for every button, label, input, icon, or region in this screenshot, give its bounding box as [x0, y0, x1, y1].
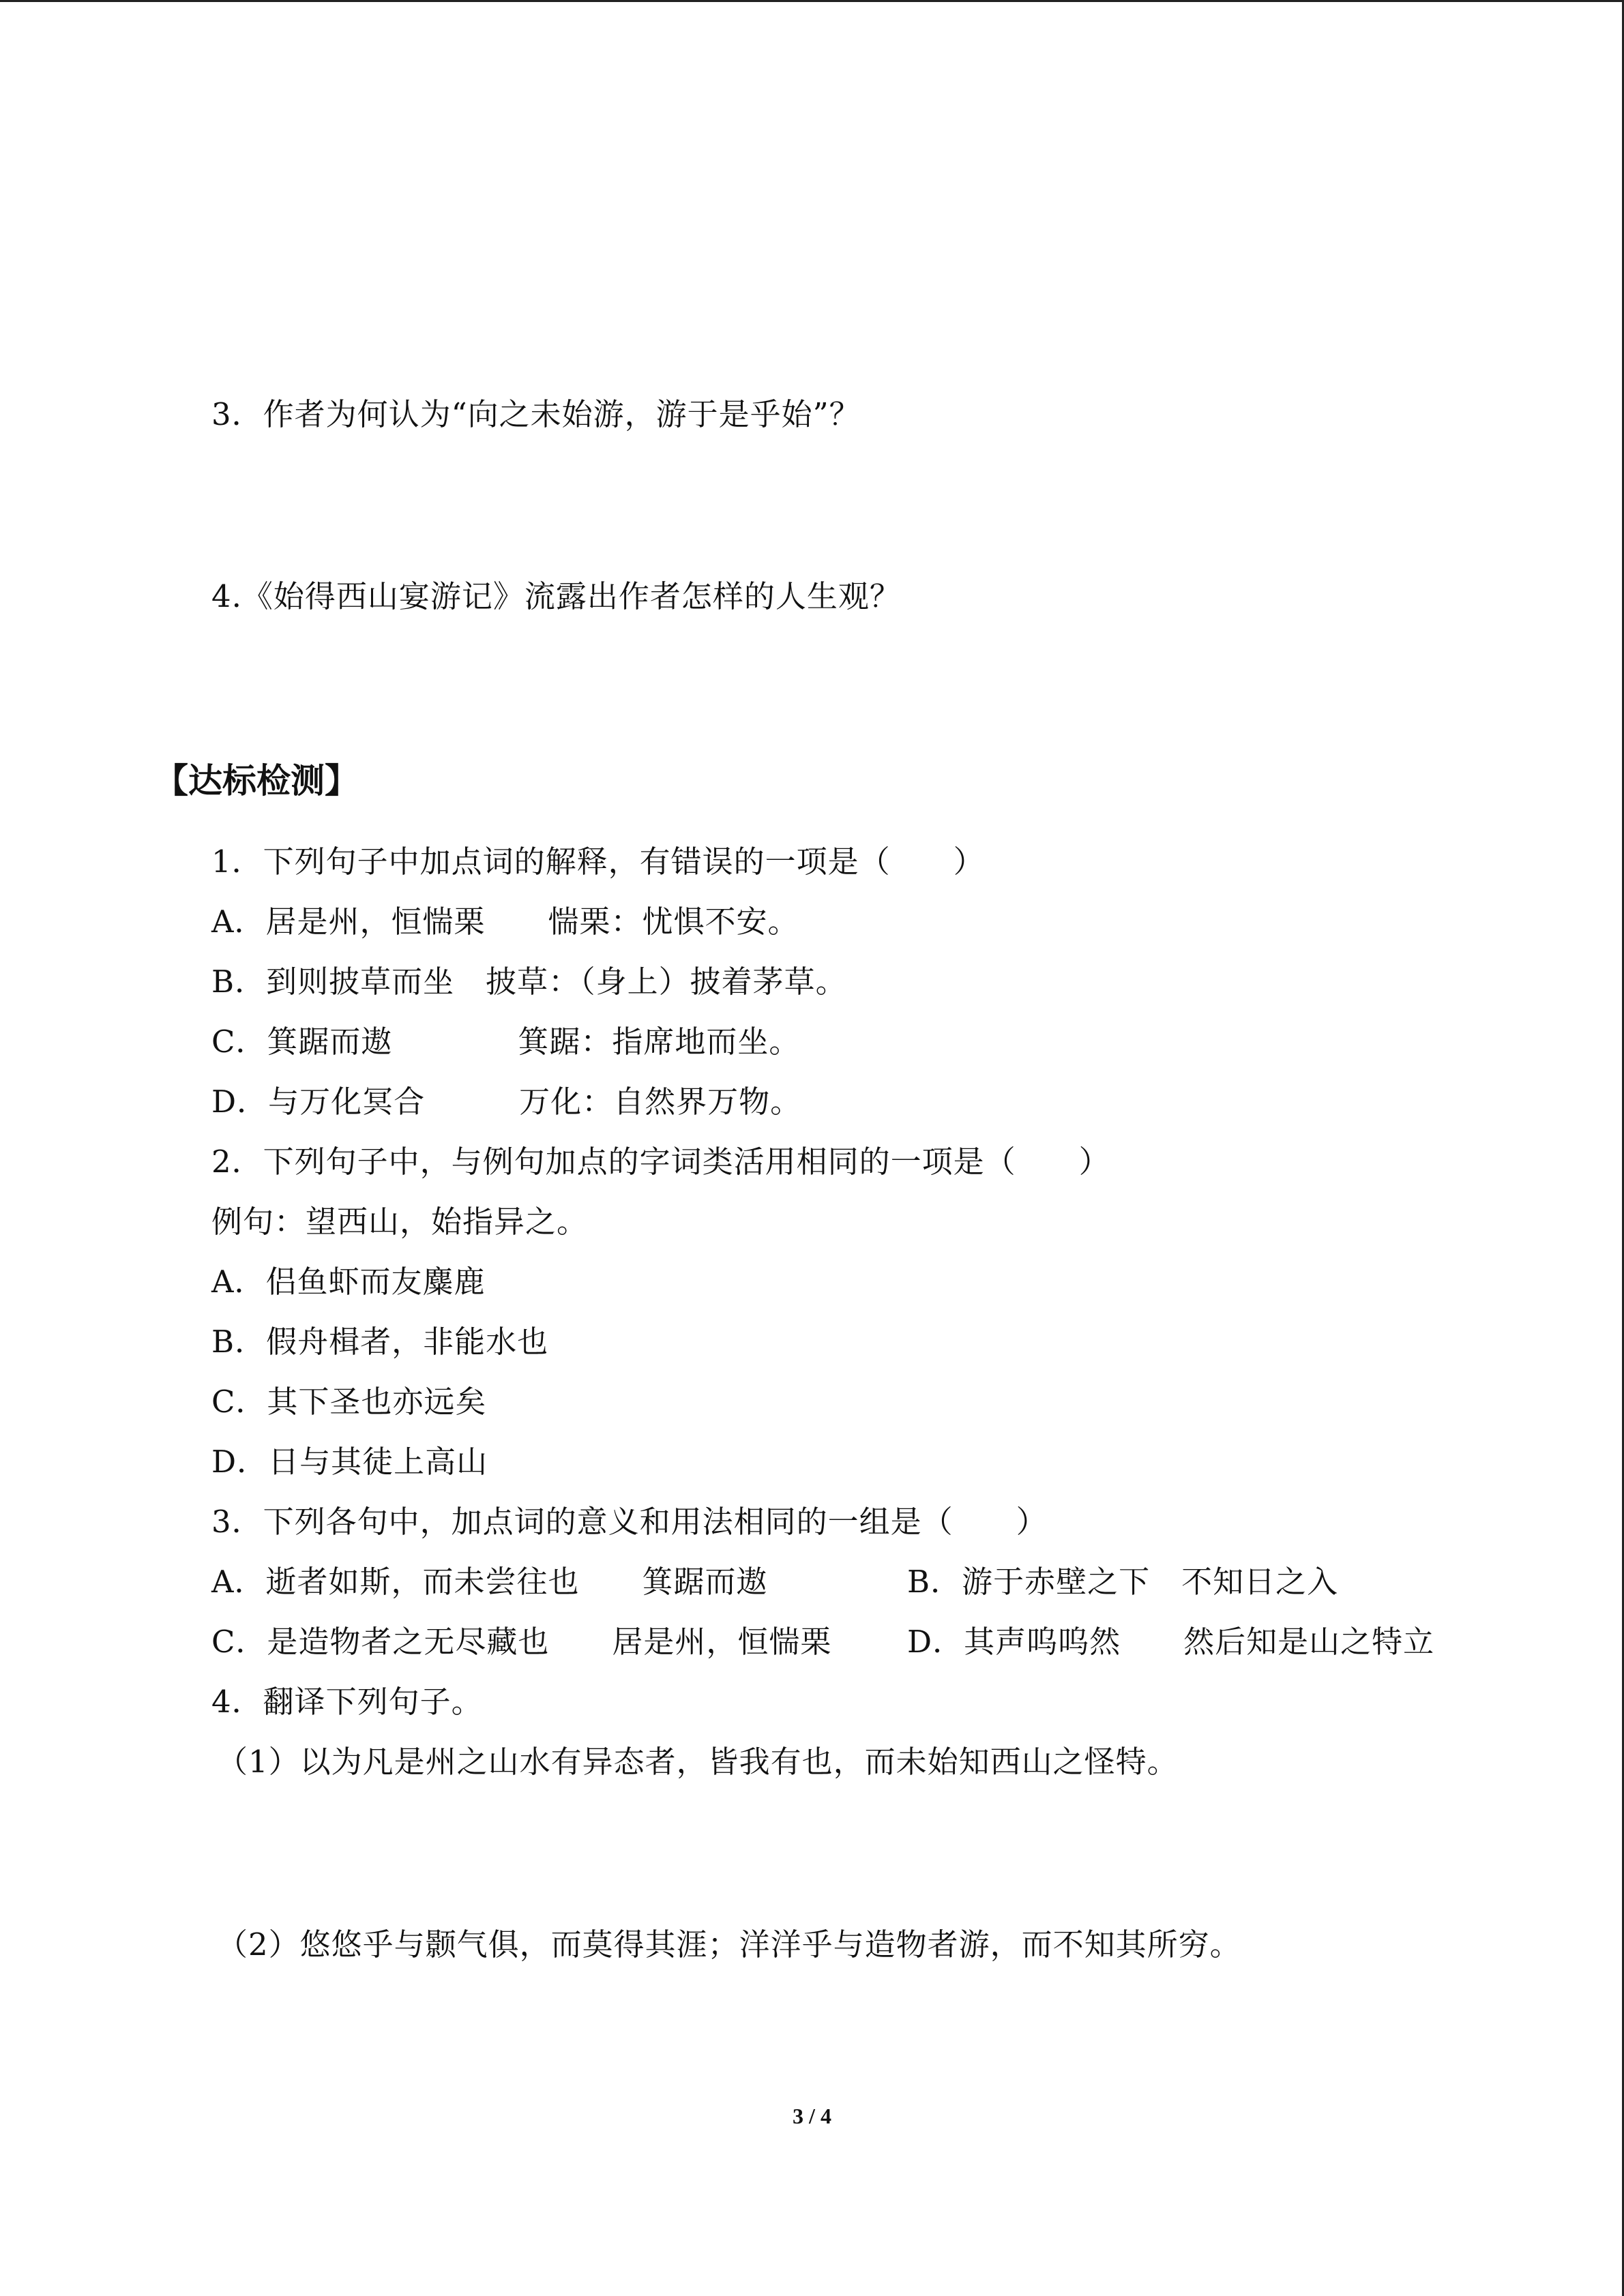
- test-q1-option-b: B．到则披草而坐 披草：（身上）披着茅草。: [211, 964, 847, 1000]
- test-q1-option-c: C．箕踞而遨 箕踞：指席地而坐。: [211, 1024, 801, 1060]
- test-q3-option-d: D．其声呜呜然 然后知是山之特立: [907, 1624, 1435, 1660]
- test-q3-option-b: B．游于赤壁之下 不知日之入: [907, 1564, 1339, 1600]
- test-q3-option-c: C．是造物者之无尽藏也 居是州，恒惴栗: [211, 1624, 832, 1660]
- question-3-prev: 3．作者为何认为“向之未始游，游于是乎始”？: [211, 396, 861, 432]
- test-q4-sub-1: （1）以为凡是州之山水有异态者，皆我有也，而未始知西山之怪特。: [217, 1744, 1179, 1780]
- test-q4-stem: 4．翻译下列句子。: [211, 1684, 483, 1720]
- test-q1-option-d: D．与万化冥合 万化：自然界万物。: [211, 1084, 802, 1120]
- test-q2-example: 例句：望西山，始指异之。: [211, 1204, 589, 1240]
- question-4-prev: 4.《始得西山宴游记》流露出作者怎样的人生观？: [211, 578, 901, 614]
- test-q4-sub-2: （2）悠悠乎与颢气俱，而莫得其涯；洋洋乎与造物者游，而不知其所穷。: [217, 1926, 1241, 1963]
- test-q3-stem: 3．下列各句中，加点词的意义和用法相同的一组是（ ）: [211, 1504, 1048, 1540]
- test-q2-option-a: A．侣鱼虾而友麋鹿: [211, 1264, 486, 1300]
- test-q2-option-b: B．假舟楫者，非能水也: [211, 1324, 549, 1360]
- test-q2-option-c: C．其下圣也亦远矣: [211, 1384, 487, 1420]
- page-number: 3 / 4: [793, 2104, 831, 2128]
- section-title: 【达标检测】: [154, 761, 359, 801]
- page-top-border: [0, 0, 1624, 2]
- test-q1-option-a: A．居是州，恒惴栗 惴栗：忧惧不安。: [211, 904, 799, 940]
- test-q2-stem: 2．下列句子中，与例句加点的字词类活用相同的一项是（ ）: [211, 1144, 1110, 1180]
- test-q2-option-d: D．日与其徒上高山: [211, 1444, 488, 1480]
- test-q1-stem: 1．下列句子中加点词的解释，有错误的一项是（ ）: [211, 844, 985, 880]
- test-q3-option-a: A．逝者如斯，而未尝往也 箕踞而遨: [211, 1564, 768, 1600]
